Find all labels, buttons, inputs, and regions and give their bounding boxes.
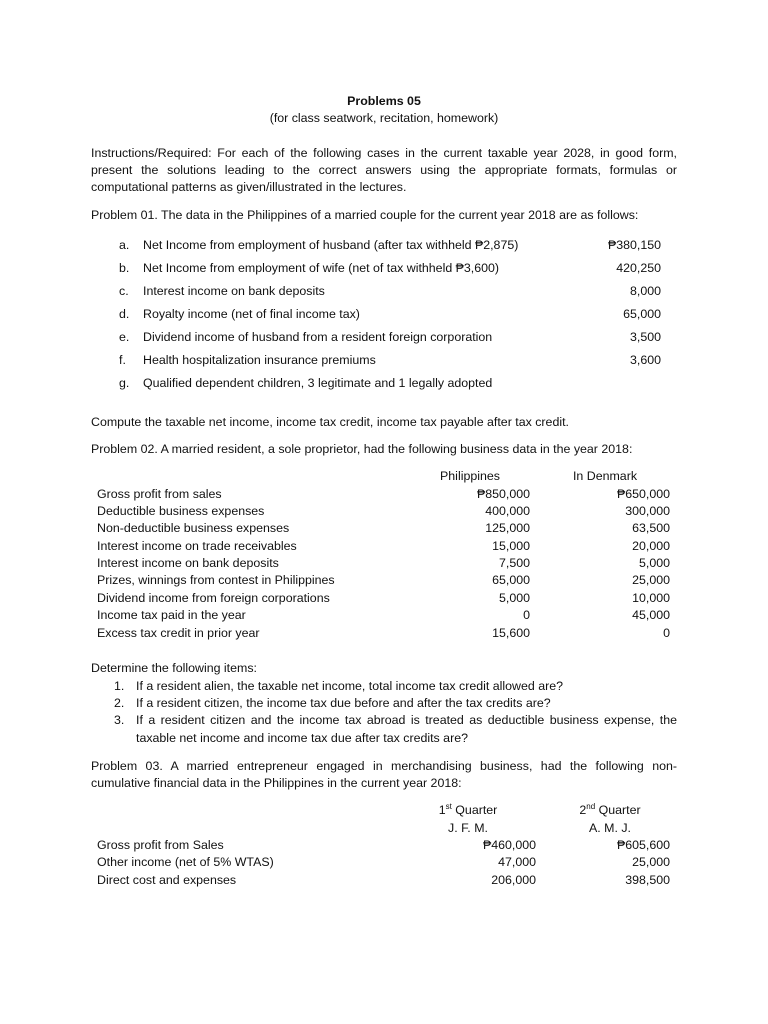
q1-word: Quarter [451, 803, 498, 817]
list-item-text: Royalty income (net of final income tax) [143, 307, 360, 321]
list-item-text: Dividend income of husband from a resident foreign corporation [143, 330, 493, 344]
table-cell-ph: 400,000 [485, 504, 530, 518]
table-row-label: Dividend income from foreign corporations [97, 591, 330, 605]
table-cell-q2: 25,000 [632, 855, 670, 869]
table-cell-ph: 15,600 [492, 626, 530, 640]
page-title: Problems 05 [347, 94, 421, 108]
table-row-label: Interest income on trade receivables [97, 539, 297, 553]
q2-number: 2 [579, 803, 587, 817]
list-item-letter: e. [119, 330, 130, 344]
table-cell-ph: 7,500 [498, 556, 530, 570]
problem-2-determine: Determine the following items: [91, 661, 257, 675]
list-item-letter: b. [119, 261, 130, 275]
table-row-label: Interest income on bank deposits [97, 556, 279, 570]
table-row-label: Excess tax credit in prior year [97, 626, 260, 640]
question-text: If a resident citizen and the income tax abroad is treated as deductible business expense, the [136, 713, 677, 727]
problem-3-intro-line-2: cumulative financial data in the Philippines in the current year 2018: [91, 776, 462, 790]
question-number: 2. [114, 696, 125, 710]
problem-1-compute: Compute the taxable net income, income tax credit, income tax payable after tax credit. [91, 415, 569, 429]
table-cell-ph: 0 [523, 608, 530, 622]
q2-ordinal: nd [586, 801, 596, 811]
table-row-label: Prizes, winnings from contest in Philippines [97, 573, 335, 587]
table-cell-dk: 63,500 [632, 521, 670, 535]
table-cell-dk: 0 [663, 626, 670, 640]
problem-2-intro: Problem 02. A married resident, a sole proprietor, had the following business data in the year 2018: [91, 442, 633, 456]
question-text-continued: taxable net income and income tax due after tax credits are? [136, 731, 468, 745]
instructions-line-3: computational patterns as given/illustrated in the lectures. [91, 180, 407, 194]
table-cell-q2: ₱605,600 [616, 838, 670, 852]
col-header-q2 [560, 803, 660, 817]
col-header-philippines: Philippines [440, 469, 500, 483]
table-cell-dk: 45,000 [632, 608, 670, 622]
table-cell-dk: ₱650,000 [616, 487, 670, 501]
question-text: If a resident alien, the taxable net income, total income tax credit allowed are? [136, 679, 564, 693]
list-item-text: Net Income from employment of husband (after tax withheld ₱2,875) [143, 238, 519, 252]
table-cell-ph: 125,000 [485, 521, 530, 535]
table-row-label: Other income (net of 5% WTAS) [97, 855, 274, 869]
col-header-q1 [418, 803, 518, 817]
table-row-label: Deductible business expenses [97, 504, 265, 518]
problem-1-intro: Problem 01. The data in the Philippines of a married couple for the current year 2018 are as follows: [91, 208, 639, 222]
list-item-amount: 420,250 [616, 261, 661, 275]
table-cell-q2: 398,500 [625, 873, 670, 887]
list-item-letter: a. [119, 238, 130, 252]
col-months-q1: J. F. M. [448, 821, 488, 835]
instructions-line-2: present the solutions leading to the correct answers using the appropriate formats, formulas or [91, 163, 677, 177]
list-item-amount: 8,000 [629, 284, 661, 298]
instructions-line-1: Instructions/Required: For each of the following cases in the current taxable year 2028, in good form, [91, 146, 677, 160]
list-item-text: Health hospitalization insurance premiums [143, 353, 376, 367]
list-item-letter: g. [119, 376, 130, 390]
table-cell-q1: ₱460,000 [482, 838, 536, 852]
table-cell-ph: ₱850,000 [476, 487, 530, 501]
table-row-label: Gross profit from sales [97, 487, 222, 501]
table-cell-ph: 5,000 [498, 591, 530, 605]
table-cell-dk: 5,000 [638, 556, 670, 570]
page-subtitle: (for class seatwork, recitation, homework) [269, 111, 499, 125]
table-row-label: Direct cost and expenses [97, 873, 237, 887]
table-cell-dk: 20,000 [632, 539, 670, 553]
list-item-text: Interest income on bank deposits [143, 284, 325, 298]
list-item-amount: ₱380,150 [607, 238, 661, 252]
problem-3-intro-line-1: Problem 03. A married entrepreneur engaged in merchandising business, had the following non- [91, 759, 677, 773]
table-row-label: Gross profit from Sales [97, 838, 224, 852]
list-item-amount: 3,600 [629, 353, 661, 367]
table-cell-q1: 47,000 [498, 855, 536, 869]
table-row-label: Non-deductible business expenses [97, 521, 290, 535]
table-cell-dk: 300,000 [625, 504, 670, 518]
list-item-amount: 3,500 [629, 330, 661, 344]
col-header-denmark: In Denmark [572, 469, 638, 483]
list-item-letter: d. [119, 307, 130, 321]
table-cell-ph: 15,000 [492, 539, 530, 553]
table-cell-q1: 206,000 [491, 873, 536, 887]
q1-ordinal: st [445, 801, 452, 811]
question-number: 1. [114, 679, 125, 693]
list-item-text: Net Income from employment of wife (net of tax withheld ₱3,600) [143, 261, 500, 275]
question-number: 3. [114, 713, 125, 727]
q2-word: Quarter [595, 803, 641, 817]
col-months-q2: A. M. J. [589, 821, 631, 835]
table-cell-dk: 25,000 [632, 573, 670, 587]
list-item-amount: 65,000 [623, 307, 661, 321]
list-item-text: Qualified dependent children, 3 legitimate and 1 legally adopted [143, 376, 493, 390]
list-item-letter: c. [119, 284, 129, 298]
table-cell-dk: 10,000 [632, 591, 670, 605]
table-row-label: Income tax paid in the year [97, 608, 246, 622]
q1-number: 1 [438, 803, 446, 817]
list-item-letter: f. [119, 353, 126, 367]
question-text: If a resident citizen, the income tax due before and after the tax credits are? [136, 696, 551, 710]
table-cell-ph: 65,000 [492, 573, 530, 587]
